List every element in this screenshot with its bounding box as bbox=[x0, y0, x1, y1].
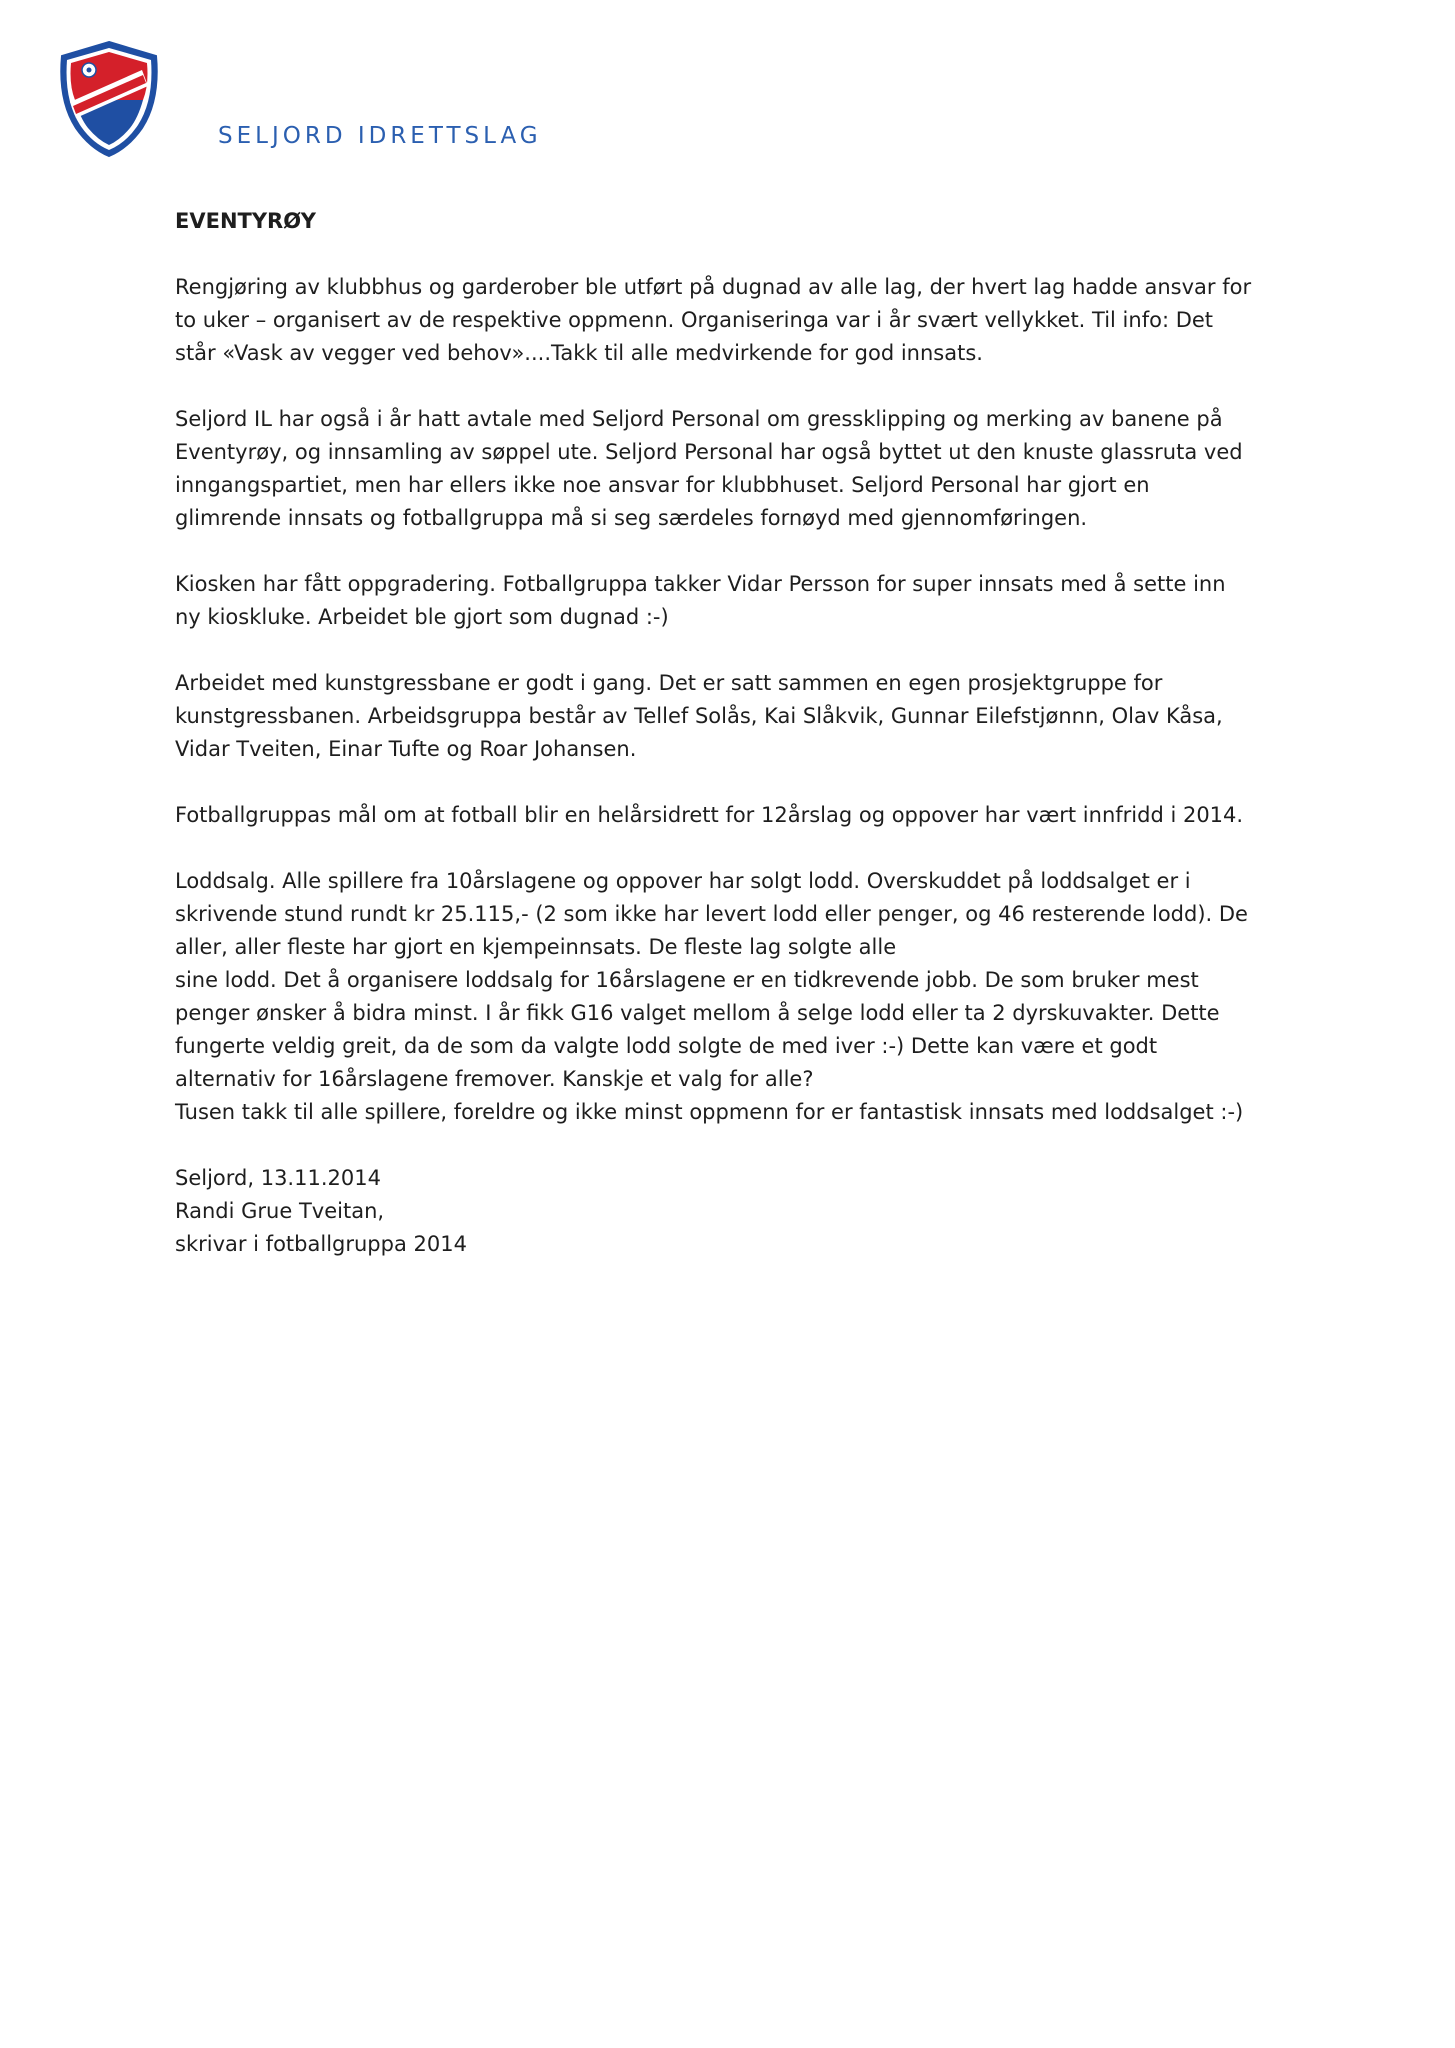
text-line: ny kioskluke. Arbeidet ble gjort som dugnad :-) bbox=[175, 605, 669, 629]
text-line: glimrende innsats og fotballgruppa må si seg særdeles fornøyd med gjennomføringen. bbox=[175, 506, 1088, 530]
paragraph-kiosk bbox=[175, 568, 1315, 634]
paragraph-artificial-turf bbox=[175, 667, 1315, 766]
text-line: Vidar Tveiten, Einar Tufte og Roar Johansen. bbox=[175, 737, 637, 761]
document-title: EVENTYRØY bbox=[175, 209, 316, 233]
text-line: Fotballgruppas mål om at fotball blir en helårsidrett for 12årslag og oppover har vært innfridd i 2014. bbox=[175, 803, 1244, 827]
document-body bbox=[175, 205, 1315, 1294]
text-line: Loddsalg. Alle spillere fra 10årslagene og oppover har solgt lodd. Overskuddet på loddsalget er i bbox=[175, 869, 1191, 893]
text-line: to uker – organisert av de respektive oppmenn. Organiseringa var i år svært vellykket. Til info: Det bbox=[175, 308, 1214, 332]
text-line: sine lodd. Det å organisere loddsalg for 16årslagene er en tidkrevende jobb. De som bruker mest bbox=[175, 968, 1199, 992]
text-line: aller, aller fleste har gjort en kjempeinnsats. De fleste lag solgte alle bbox=[175, 935, 897, 959]
org-name: SELJORD IDRETTSLAG bbox=[218, 123, 542, 149]
paragraph-cleaning bbox=[175, 271, 1315, 370]
text-line: kunstgressbanen. Arbeidsgruppa består av Tellef Solås, Kai Slåkvik, Gunnar Eilefstjønnn, Olav Kåsa, bbox=[175, 704, 1223, 728]
signature-role: skrivar i fotballgruppa 2014 bbox=[175, 1232, 467, 1256]
paragraph-lottery bbox=[175, 865, 1315, 1129]
text-line: står «Vask av vegger ved behov»....Takk til alle medvirkende for god innsats. bbox=[175, 341, 983, 365]
text-line: Seljord IL har også i år hatt avtale med Seljord Personal om gressklipping og merking av banene på bbox=[175, 407, 1223, 431]
text-line: penger ønsker å bidra minst. I år fikk G16 valget mellom å selge lodd eller ta 2 dyrskuvakter. Dette bbox=[175, 1001, 1220, 1025]
text-line: Tusen takk til alle spillere, foreldre og ikke minst oppmenn for er fantastisk innsats med loddsalget :-) bbox=[175, 1100, 1244, 1124]
text-line: Rengjøring av klubbhus og garderober ble utført på dugnad av alle lag, der hvert lag hadde ansvar for bbox=[175, 275, 1252, 299]
club-shield-logo-icon bbox=[56, 40, 162, 158]
letterhead bbox=[56, 40, 756, 170]
text-line: skrivende stund rundt kr 25.115,- (2 som ikke har levert lodd eller penger, og 46 resterende lodd). De bbox=[175, 902, 1248, 926]
paragraph-seljord-personal bbox=[175, 403, 1315, 535]
text-line: Kiosken har fått oppgradering. Fotballgruppa takker Vidar Persson for super innsats med å sette inn bbox=[175, 572, 1226, 596]
text-line: alternativ for 16årslagene fremover. Kanskje et valg for alle? bbox=[175, 1067, 814, 1091]
paragraph-goal bbox=[175, 799, 1315, 832]
text-line: fungerte veldig greit, da de som da valgte lodd solgte de med iver :-) Dette kan være et godt bbox=[175, 1034, 1158, 1058]
text-line: Arbeidet med kunstgressbane er godt i gang. Det er satt sammen en egen prosjektgruppe for bbox=[175, 671, 1163, 695]
signature-place-date: Seljord, 13.11.2014 bbox=[175, 1166, 381, 1190]
text-line: inngangspartiet, men har ellers ikke noe ansvar for klubbhuset. Seljord Personal har gjort en bbox=[175, 473, 1150, 497]
signature-name: Randi Grue Tveitan, bbox=[175, 1199, 385, 1223]
signature-block bbox=[175, 1162, 1315, 1261]
text-line: Eventyrøy, og innsamling av søppel ute. Seljord Personal har også byttet ut den knuste glassruta ved bbox=[175, 440, 1243, 464]
